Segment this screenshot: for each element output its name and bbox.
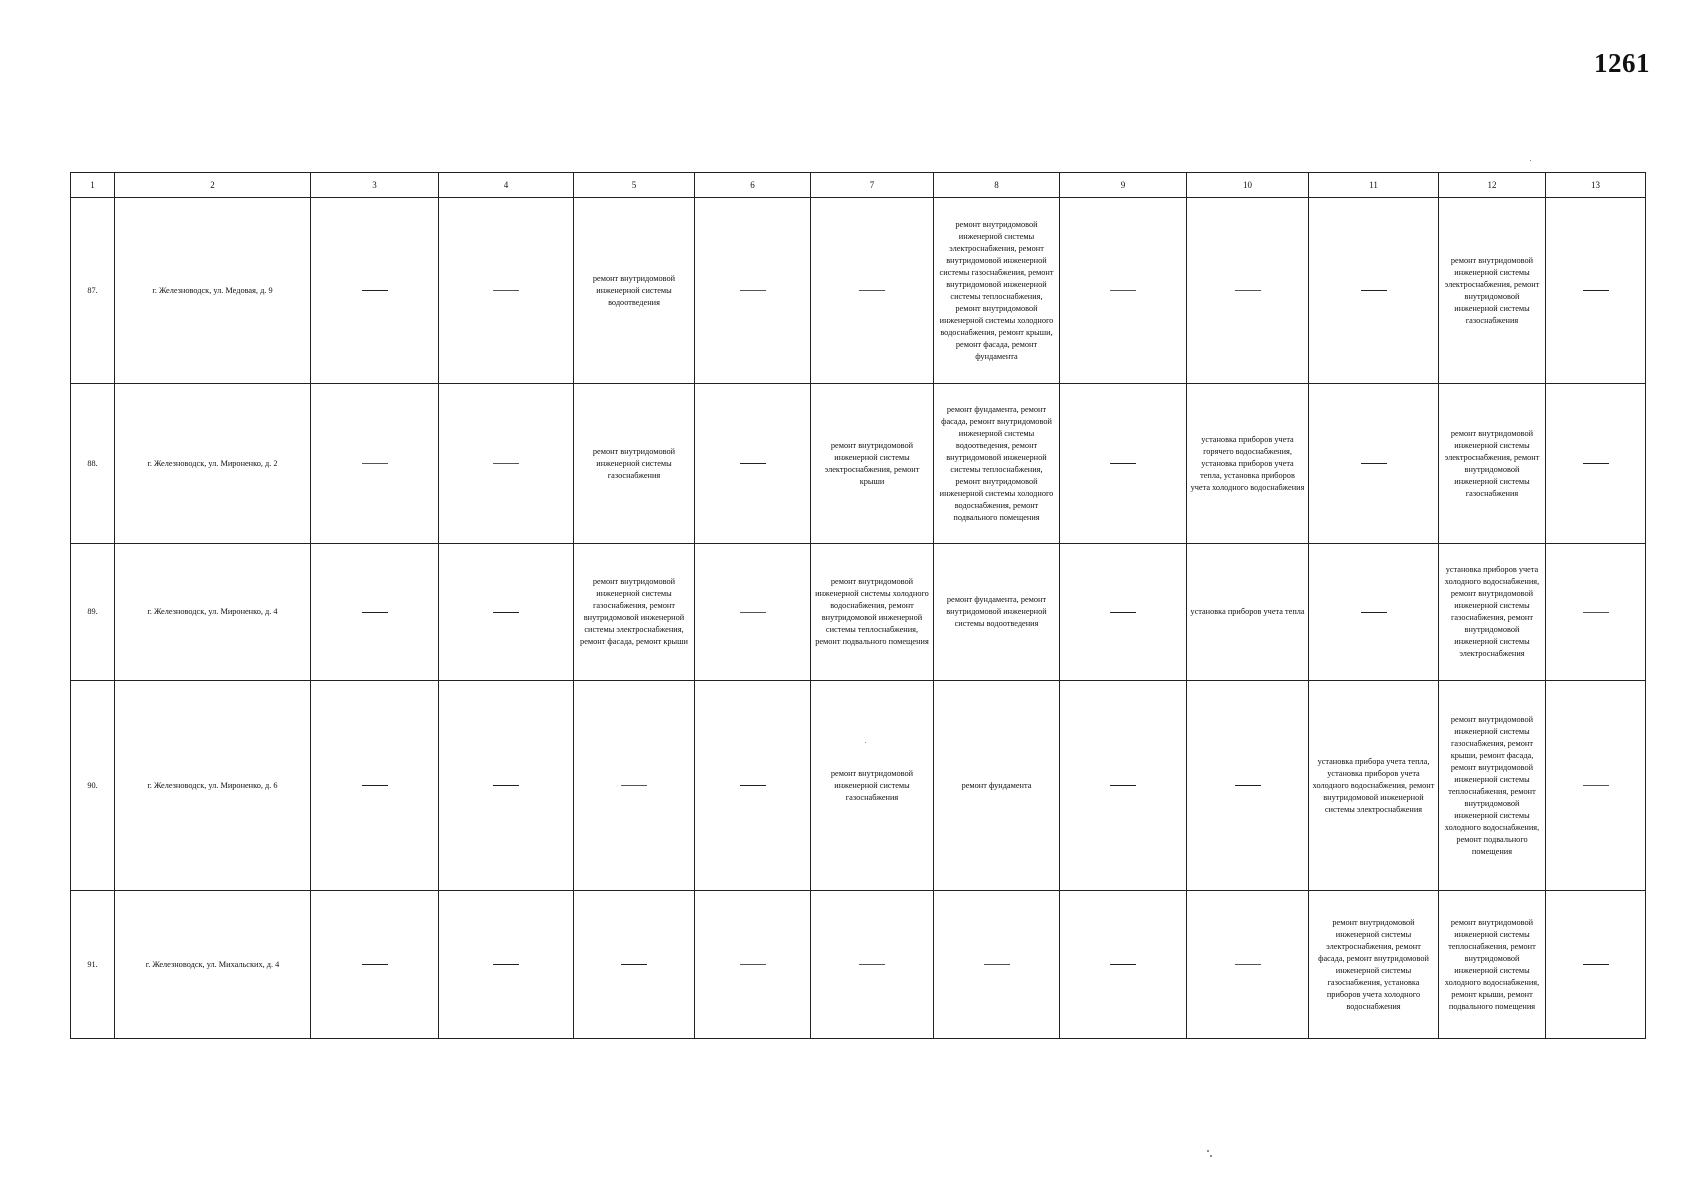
dash-mark <box>493 463 519 464</box>
dash-mark <box>493 290 519 291</box>
dash-cell <box>439 544 574 681</box>
column-number: 7 <box>811 173 934 198</box>
column-number: 3 <box>311 173 439 198</box>
dash-mark <box>621 964 647 965</box>
dash-cell <box>1546 891 1646 1039</box>
dash-mark <box>859 964 885 965</box>
dash-cell <box>695 681 811 891</box>
dash-mark <box>1110 964 1136 965</box>
dash-mark <box>1361 290 1387 291</box>
table-row <box>71 681 1646 891</box>
table-row <box>71 891 1646 1039</box>
work-cell: ремонт внутридомовой инженерной системы газоснабжения <box>811 681 934 891</box>
dash-cell <box>1546 198 1646 384</box>
dash-mark <box>1110 612 1136 613</box>
dash-mark <box>1110 290 1136 291</box>
dash-cell <box>311 891 439 1039</box>
column-number: 11 <box>1309 173 1439 198</box>
dash-cell <box>811 891 934 1039</box>
work-cell: установка приборов учета тепла <box>1187 544 1309 681</box>
row-number: 89. <box>71 544 115 681</box>
column-number: 5 <box>574 173 695 198</box>
column-number: 4 <box>439 173 574 198</box>
scan-speck <box>1530 160 1531 161</box>
dash-mark <box>493 612 519 613</box>
dash-mark <box>1583 785 1609 786</box>
column-number: 12 <box>1439 173 1546 198</box>
dash-mark <box>362 612 388 613</box>
dash-cell <box>1060 681 1187 891</box>
column-number: 2 <box>115 173 311 198</box>
work-cell: ремонт фундамента, ремонт фасада, ремонт внутридомовой инженерной системы водоотведения, ремонт внутридомовой инженерной системы теплоснабжения, ремонт внутридомовой инженерной системы холодного водоснабжения, ремонт подвального помещения <box>934 384 1060 544</box>
dash-cell <box>1060 198 1187 384</box>
column-number: 9 <box>1060 173 1187 198</box>
dash-mark <box>621 785 647 786</box>
work-cell: ремонт внутридомовой инженерной системы электроснабжения, ремонт внутридомовой инженерной системы газоснабжения <box>1439 384 1546 544</box>
dash-cell <box>934 891 1060 1039</box>
dash-mark <box>1361 612 1387 613</box>
dash-mark <box>740 785 766 786</box>
dash-mark <box>362 964 388 965</box>
address-cell: г. Железноводск, ул. Мироненко, д. 6 <box>115 681 311 891</box>
work-cell: ремонт внутридомовой инженерной системы газоснабжения, ремонт внутридомовой инженерной системы электроснабжения, ремонт фасада, ремонт крыши <box>574 544 695 681</box>
dash-mark <box>740 290 766 291</box>
address-cell: г. Железноводск, ул. Медовая, д. 9 <box>115 198 311 384</box>
dash-mark <box>362 785 388 786</box>
dash-cell <box>1060 891 1187 1039</box>
dash-cell <box>1187 681 1309 891</box>
work-cell: ремонт внутридомовой инженерной системы холодного водоснабжения, ремонт внутридомовой инженерной системы теплоснабжения, ремонт подвального помещения <box>811 544 934 681</box>
column-number-row <box>71 173 1646 198</box>
dash-cell <box>811 198 934 384</box>
dash-cell <box>695 198 811 384</box>
dash-cell <box>439 384 574 544</box>
dash-cell <box>1309 384 1439 544</box>
dash-cell <box>311 544 439 681</box>
dash-cell <box>311 681 439 891</box>
work-cell: ремонт внутридомовой инженерной системы электроснабжения, ремонт фасада, ремонт внутридомовой инженерной системы газоснабжения, установка приборов учета холодного водоснабжения <box>1309 891 1439 1039</box>
dash-mark <box>1583 612 1609 613</box>
dash-cell <box>1546 384 1646 544</box>
page-number: 1261 <box>1594 48 1650 78</box>
work-cell: установка приборов учета горячего водоснабжения, установка приборов учета тепла, установка приборов учета холодного водоснабжения <box>1187 384 1309 544</box>
dash-mark <box>362 463 388 464</box>
row-number: 91. <box>71 891 115 1039</box>
dash-cell <box>1546 681 1646 891</box>
work-cell: ремонт внутридомовой инженерной системы газоснабжения <box>574 384 695 544</box>
dash-cell <box>1060 384 1187 544</box>
dash-cell <box>311 198 439 384</box>
scan-speck <box>1207 1150 1209 1152</box>
dash-mark <box>1583 463 1609 464</box>
work-cell: ремонт фундамента <box>934 681 1060 891</box>
scan-speck <box>865 742 866 743</box>
dash-mark <box>984 964 1010 965</box>
dash-mark <box>493 964 519 965</box>
dash-cell <box>574 681 695 891</box>
address-cell: г. Железноводск, ул. Мироненко, д. 4 <box>115 544 311 681</box>
dash-mark <box>1235 964 1261 965</box>
table-row <box>71 384 1646 544</box>
dash-cell <box>439 891 574 1039</box>
dash-mark <box>1235 290 1261 291</box>
work-cell: ремонт внутридомовой инженерной системы водоотведения <box>574 198 695 384</box>
column-number: 8 <box>934 173 1060 198</box>
work-cell: ремонт фундамента, ремонт внутридомовой инженерной системы водоотведения <box>934 544 1060 681</box>
row-number: 87. <box>71 198 115 384</box>
dash-mark <box>1110 785 1136 786</box>
repair-schedule-table <box>70 172 1646 1039</box>
dash-cell <box>574 891 695 1039</box>
dash-mark <box>493 785 519 786</box>
work-cell: ремонт внутридомовой инженерной системы электроснабжения, ремонт внутридомовой инженерной системы газоснабжения <box>1439 198 1546 384</box>
address-cell: г. Железноводск, ул. Михальских, д. 4 <box>115 891 311 1039</box>
dash-mark <box>1361 463 1387 464</box>
dash-mark <box>740 612 766 613</box>
dash-cell <box>1187 198 1309 384</box>
work-cell: ремонт внутридомовой инженерной системы газоснабжения, ремонт крыши, ремонт фасада, ремонт внутридомовой инженерной системы теплоснабжения, ремонт внутридомовой инженерной системы холодного водоснабжения, ремонт подвального помещения <box>1439 681 1546 891</box>
column-number: 10 <box>1187 173 1309 198</box>
work-cell: ремонт внутридомовой инженерной системы электроснабжения, ремонт крыши <box>811 384 934 544</box>
dash-mark <box>859 290 885 291</box>
dash-cell <box>1309 544 1439 681</box>
dash-mark <box>740 964 766 965</box>
dash-mark <box>1110 463 1136 464</box>
dash-mark <box>362 290 388 291</box>
dash-mark <box>740 463 766 464</box>
work-cell: ремонт внутридомовой инженерной системы теплоснабжения, ремонт внутридомовой инженерной системы холодного водоснабжения, ремонт крыши, ремонт подвального помещения <box>1439 891 1546 1039</box>
row-number: 88. <box>71 384 115 544</box>
column-number: 1 <box>71 173 115 198</box>
work-cell: установка приборов учета холодного водоснабжения, ремонт внутридомовой инженерной системы газоснабжения, ремонт внутридомовой инженерной системы электроснабжения <box>1439 544 1546 681</box>
work-cell: установка прибора учета тепла, установка приборов учета холодного водоснабжения, ремонт внутридомовой инженерной системы электроснабжения <box>1309 681 1439 891</box>
dash-mark <box>1583 290 1609 291</box>
dash-cell <box>1060 544 1187 681</box>
dash-cell <box>1187 891 1309 1039</box>
column-number: 13 <box>1546 173 1646 198</box>
dash-cell <box>439 681 574 891</box>
dash-cell <box>439 198 574 384</box>
dash-cell <box>311 384 439 544</box>
scan-speck <box>1210 1155 1212 1157</box>
work-cell: ремонт внутридомовой инженерной системы электроснабжения, ремонт внутридомовой инженерной системы газоснабжения, ремонт внутридомовой инженерной системы теплоснабжения, ремонт внутридомовой инженерной системы холодного водоснабжения, ремонт крыши, ремонт фасада, ремонт фундамента <box>934 198 1060 384</box>
column-number: 6 <box>695 173 811 198</box>
dash-cell <box>1546 544 1646 681</box>
dash-cell <box>695 544 811 681</box>
table-row <box>71 198 1646 384</box>
table-row <box>71 544 1646 681</box>
address-cell: г. Железноводск, ул. Мироненко, д. 2 <box>115 384 311 544</box>
row-number: 90. <box>71 681 115 891</box>
dash-cell <box>695 384 811 544</box>
dash-cell <box>695 891 811 1039</box>
dash-mark <box>1583 964 1609 965</box>
dash-mark <box>1235 785 1261 786</box>
dash-cell <box>1309 198 1439 384</box>
